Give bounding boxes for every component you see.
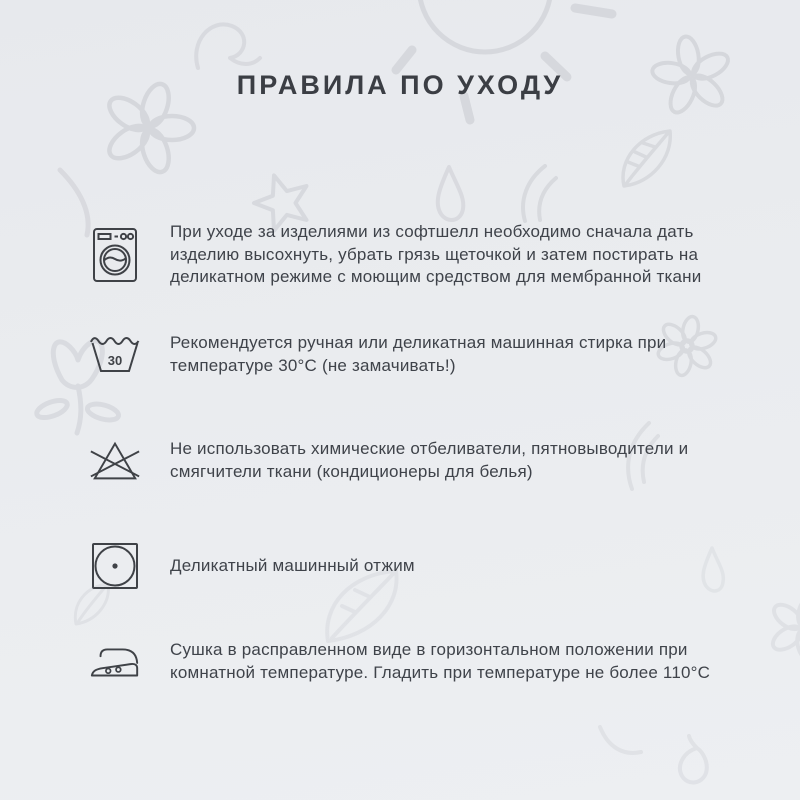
washing-machine-icon bbox=[88, 227, 142, 283]
delicate-spin-icon bbox=[88, 541, 142, 591]
care-item-row bbox=[88, 527, 736, 605]
care-item-row bbox=[88, 208, 736, 302]
care-item-row bbox=[88, 316, 736, 394]
wash-temperature-label: 30 bbox=[107, 353, 123, 368]
care-item-text: При уходе за изделиями из софтшелл необходимо сначала дать изделию высохнуть, убрать грязь щеточкой и затем постирать на деликатном режиме с моющим средством для мембранной ткани bbox=[170, 221, 702, 287]
iron-icon bbox=[88, 641, 142, 683]
care-item-text: Деликатный машинный отжим bbox=[170, 555, 415, 575]
care-item-row bbox=[88, 621, 736, 703]
care-item-text: Рекомендуется ручная или деликатная машинная стирка при температуре 30°С (не замачивать!) bbox=[170, 333, 667, 375]
handwash-30-icon bbox=[88, 334, 142, 376]
care-item-text: Сушка в расправленном виде в горизонтальном положении при комнатной температуре. Гладить при температуре не более 110°С bbox=[170, 640, 711, 682]
care-item-row bbox=[88, 422, 736, 500]
care-item-text: Не использовать химические отбеливатели, пятновыводители и смягчители ткани (кондиционеры для белья) bbox=[170, 439, 689, 481]
page-title: ПРАВИЛА ПО УХОДУ bbox=[236, 70, 564, 100]
no-bleach-icon bbox=[88, 438, 142, 484]
